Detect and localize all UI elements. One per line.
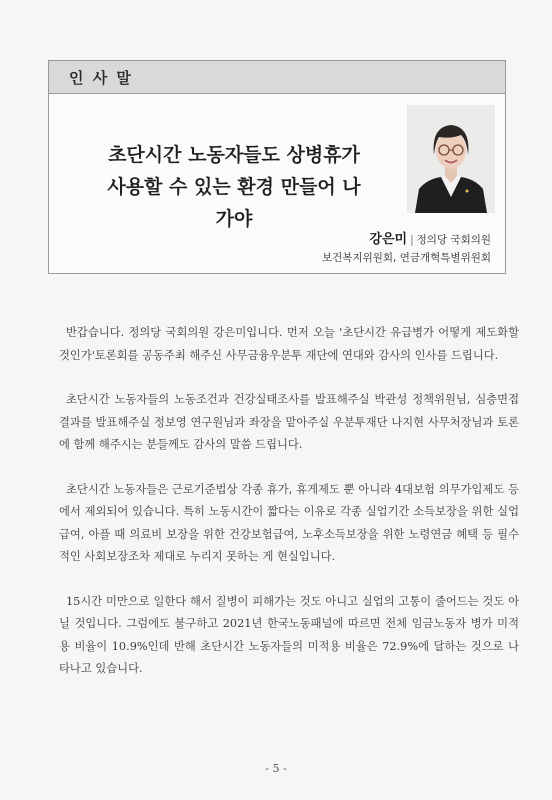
body-paragraph-1: 반갑습니다. 정의당 국회의원 강은미입니다. 먼저 오늘 '초단시간 유급병가 어떻게 제도화할 것인가'토론회를 공동주최 해주신 사무금융우분투 재단에 연대와 감사의 인사를 드립니다. [59,326,519,362]
byline-separator: | [410,234,414,246]
speaker-position: 정의당 국회의원 [416,234,491,246]
greeting-header-box [48,60,506,274]
speaker-byline [322,231,491,267]
page-title [99,139,369,235]
body-paragraph-2: 초단시간 노동자들의 노동조건과 건강실태조사를 발표해주실 박관성 정책위원님, 심층면접 결과를 발표해주실 정보영 연구원님과 좌장을 맡아주실 우분투재단 나지현 사무처장님과 토론에 함께 해주시는 분들께도 감사의 말씀 드립니다. [59,393,519,451]
speaker-name: 강은미 [369,232,408,247]
title-line-1: 초단시간 노동자들도 상병휴가 [108,144,360,166]
portrait-image [407,105,495,213]
speaker-portrait [407,105,495,213]
section-tab [49,61,505,94]
greeting-body [59,322,519,703]
body-paragraph-3: 초단시간 노동자들은 근로기준법상 각종 휴가, 휴게제도 뿐 아니라 4대보험 의무가입제도 등에서 제외되어 있습니다. 특히 노동시간이 짧다는 이유로 각종 실업기간 소득보장을 위한 실업급여, 아플 때 의료비 보장을 위한 건강보험급여, 노후소득보장을 위한 노령연금 혜택 등 필수적인 사회보장조차 제대로 누리지 못하는 게 현실입니다. [59,482,520,563]
speaker-committees: 보건복지위원회, 연금개혁특별위원회 [322,252,491,264]
page-number: - 5 - [265,762,287,775]
body-paragraph-4: 15시간 미만으로 일한다 해서 질병이 피해가는 것도 아니고 실업의 고통이 줄어드는 것도 아닐 것입니다. 그럼에도 불구하고 2021년 한국노동패널에 따르면 전체 임금노동자 병가 미적용 비율이 10.9%인데 반해 초단시간 노동자들의 미적용 비율은 72.9%에 달하는 것으로 나타나고 있습니다. [59,594,519,675]
title-line-2: 사용할 수 있는 환경 만들어 나가야 [107,176,361,230]
section-label: 인 사 말 [69,69,133,87]
